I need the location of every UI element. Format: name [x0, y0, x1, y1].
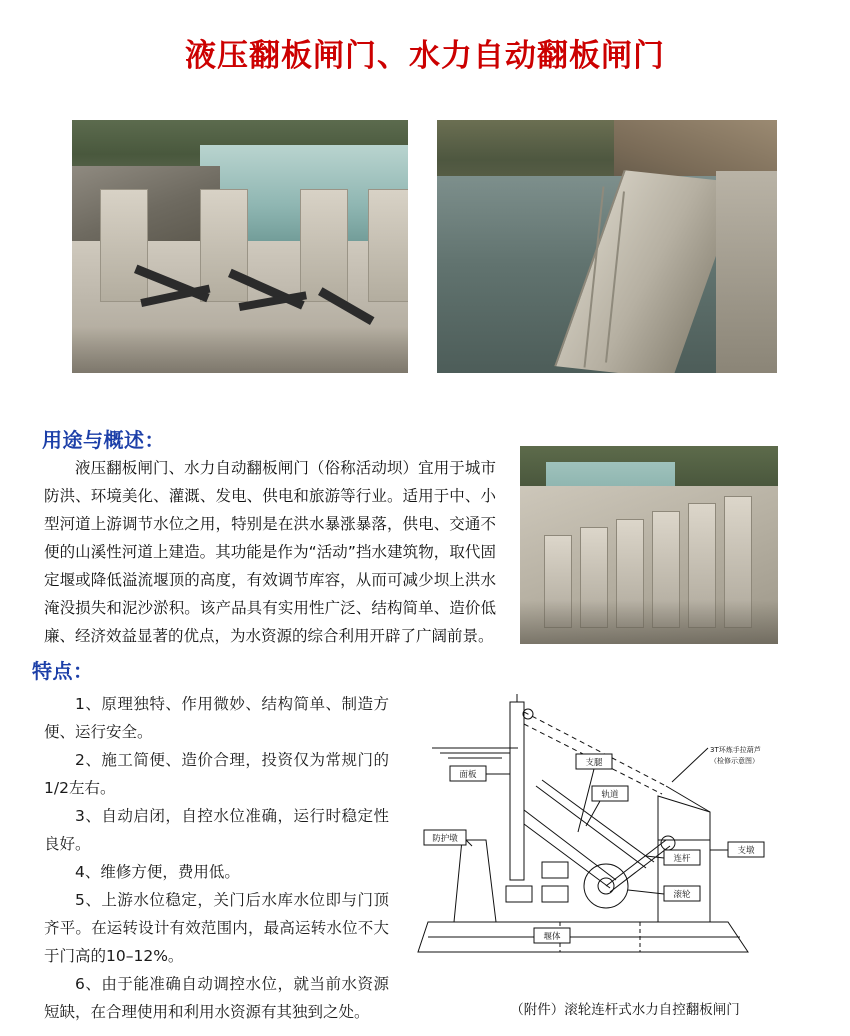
- label-roller: 滚轮: [673, 890, 691, 900]
- usage-paragraph: 液压翻板闸门、水力自动翻板闸门（俗称活动坝）宜用于城市防洪、环境美化、灌溉、发电、供电和旅游等行业。适用于中、小型河道上游调节水位之用，特别是在洪水暴涨暴落，供电、交通不便的山溪性河道上建造。其功能是作为“活动”挡水建筑物，取代固定堰或降低溢流堰顶的高度，有效调节库容，从而可减少坝上洪水淹没损失和泥沙淤积。该产品具有实用性广泛、结构简单、造价低廉、经济效益显著的优点，为水资源的综合利用开辟了广阔前景。: [44, 459, 496, 645]
- label-hoist-sub: （检修示意图）: [710, 757, 759, 765]
- label-support-arm: 支腿: [585, 758, 603, 768]
- feature-item: 6、由于能准确自动调控水位，就当前水资源短缺，在合理使用和利用水资源有其独到之处。: [44, 975, 389, 1021]
- feature-item: 3、自动启闭，自控水位准确，运行时稳定性良好。: [44, 807, 389, 853]
- feature-item: 2、施工简便、造价合理，投资仅为常规门的1/2左右。: [44, 751, 389, 797]
- feature-item: 1、原理独特、作用微妙、结构简单、制造方便、运行安全。: [44, 695, 389, 741]
- page-title: 液压翻板闸门、水力自动翻板闸门: [185, 38, 665, 74]
- usage-heading: 用途与概述：: [42, 428, 165, 452]
- features-heading: 特点：: [32, 659, 94, 683]
- label-dam-body: 堰体: [543, 932, 561, 942]
- label-protect-pier: 防护墩: [432, 834, 458, 844]
- label-panel: 面板: [459, 770, 477, 780]
- technical-drawing: [410, 690, 840, 990]
- feature-item: 5、上游水位稳定，关门后水库水位即与门顶齐平。在运转设计有效范围内，最高运转水位不大于门高的10–12%。: [44, 891, 389, 965]
- photo-gate-row: [520, 446, 778, 644]
- features-list: [44, 690, 389, 1026]
- photo-dam-across-river: [437, 120, 777, 373]
- feature-item: 4、维修方便，费用低。: [75, 863, 240, 881]
- photo-hydraulic-flap-gate-closeup: [72, 120, 408, 373]
- label-connecting-rod: 连杆: [673, 854, 691, 864]
- label-track: 轨道: [601, 790, 619, 800]
- label-hoist: 3T环炼手拉葫芦: [710, 746, 761, 754]
- drawing-caption: （附件）滚轮连杆式水力自控翻板闸门: [510, 1002, 740, 1018]
- label-support-pier: 支墩: [737, 846, 755, 856]
